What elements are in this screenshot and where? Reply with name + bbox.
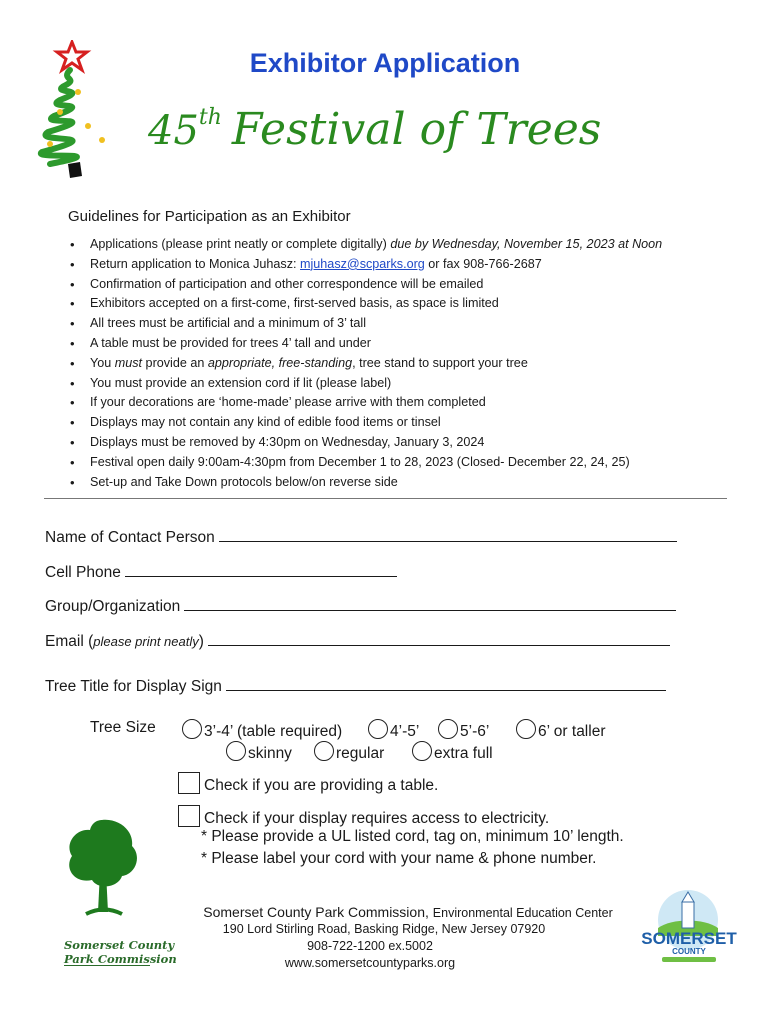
divider xyxy=(44,498,727,499)
logo-county-text: COUNTY xyxy=(672,947,706,956)
style-option-skinny[interactable]: skinny xyxy=(226,741,292,763)
list-item: • A table must be provided for trees 4’ tall and under xyxy=(68,334,748,354)
tree-trunk xyxy=(68,162,82,178)
tree-size-label: Tree Size xyxy=(90,719,156,736)
radio-circle[interactable] xyxy=(412,741,432,761)
festival-heading xyxy=(148,104,601,155)
footer-org: Somerset County Park Commission, Environmental Education Center xyxy=(203,904,613,920)
electricity-checkbox[interactable] xyxy=(178,805,200,827)
size-option-3-4[interactable]: 3’-4’ (table required) xyxy=(182,719,342,741)
list-item: • If your decorations are ‘home-made’ please arrive with them completed xyxy=(68,393,748,413)
radio-circle[interactable] xyxy=(226,741,246,761)
radio-circle[interactable] xyxy=(314,741,334,761)
table-checkbox[interactable] xyxy=(178,772,200,794)
size-option-5-6[interactable]: 5’-6’ xyxy=(438,719,489,741)
radio-circle[interactable] xyxy=(516,719,536,739)
cell-phone-input[interactable] xyxy=(125,562,397,577)
somerset-county-logo xyxy=(636,888,742,968)
list-item: • Set-up and Take Down protocols below/on reverse side xyxy=(68,473,748,493)
list-item: • Festival open daily 9:00am-4:30pm from December 1 to 28, 2023 (Closed- December 22, 24, 25) xyxy=(68,453,748,473)
list-item: • Displays must be removed by 4:30pm on Wednesday, January 3, 2024 xyxy=(68,433,748,453)
tree-title-input[interactable] xyxy=(226,676,666,691)
list-item: • All trees must be artificial and a minimum of 3’ tall xyxy=(68,314,748,334)
cord-note-1: * Please provide a UL listed cord, tag on, minimum 10’ length. xyxy=(201,828,624,845)
tree-scribble xyxy=(41,70,77,164)
cell-phone-field[interactable]: Cell Phone xyxy=(45,562,397,582)
electricity-checkbox-row[interactable]: Check if your display requires access to electricity. xyxy=(178,805,549,828)
email-field[interactable]: Email (please print neatly) xyxy=(45,631,670,651)
list-item: • You must provide an appropriate, free-standing, tree stand to support your tree xyxy=(68,354,748,374)
list-item: • Exhibitors accepted on a first-come, first-served basis, as space is limited xyxy=(68,294,748,314)
cord-note-2: * Please label your cord with your name & phone number. xyxy=(201,850,597,867)
park-commission-logo-text: Somerset County Park Commission xyxy=(64,938,177,966)
size-option-6-taller[interactable]: 6’ or taller xyxy=(516,719,605,741)
guidelines-heading: Guidelines for Participation as an Exhibitor xyxy=(68,208,351,225)
group-organization-field[interactable]: Group/Organization xyxy=(45,596,676,616)
footer-phone: 908-722-1200 ex.5002 xyxy=(307,939,433,953)
table-checkbox-row[interactable]: Check if you are providing a table. xyxy=(178,772,438,795)
footer-address: 190 Lord Stirling Road, Basking Ridge, New Jersey 07920 xyxy=(222,922,546,936)
festival-name: Festival of Trees xyxy=(231,104,602,155)
style-option-extra-full[interactable]: extra full xyxy=(412,741,493,763)
email-input[interactable] xyxy=(208,631,670,646)
list-item: • You must provide an extension cord if lit (please label) xyxy=(68,374,748,394)
list-item: • Confirmation of participation and other correspondence will be emailed xyxy=(68,275,748,295)
radio-circle[interactable] xyxy=(368,719,388,739)
list-item: • Return application to Monica Juhasz: mjuhasz@scparks.org or fax 908-766-2687 xyxy=(68,255,748,275)
email-link[interactable]: mjuhasz@scparks.org xyxy=(300,256,425,271)
logo-somerset-text: SOMERSET xyxy=(641,929,737,948)
guidelines-list xyxy=(68,235,748,492)
group-organization-input[interactable] xyxy=(184,596,676,611)
page-title: Exhibitor Application xyxy=(249,48,521,78)
radio-circle[interactable] xyxy=(438,719,458,739)
radio-circle[interactable] xyxy=(182,719,202,739)
festival-number: 45 xyxy=(148,108,199,154)
festival-suffix: th xyxy=(198,105,222,130)
list-item: • Applications (please print neatly or complete digitally) due by Wednesday, November 15, 2023 at Noon xyxy=(68,235,748,255)
list-item: • Displays may not contain any kind of edible food items or tinsel xyxy=(68,413,748,433)
contact-person-input[interactable] xyxy=(219,527,677,542)
style-option-regular[interactable]: regular xyxy=(314,741,384,763)
tree-title-field[interactable]: Tree Title for Display Sign xyxy=(45,676,666,696)
size-option-4-5[interactable]: 4’-5’ xyxy=(368,719,419,741)
footer-website: www.somersetcountyparks.org xyxy=(284,956,456,970)
contact-person-field[interactable]: Name of Contact Person xyxy=(45,527,677,547)
